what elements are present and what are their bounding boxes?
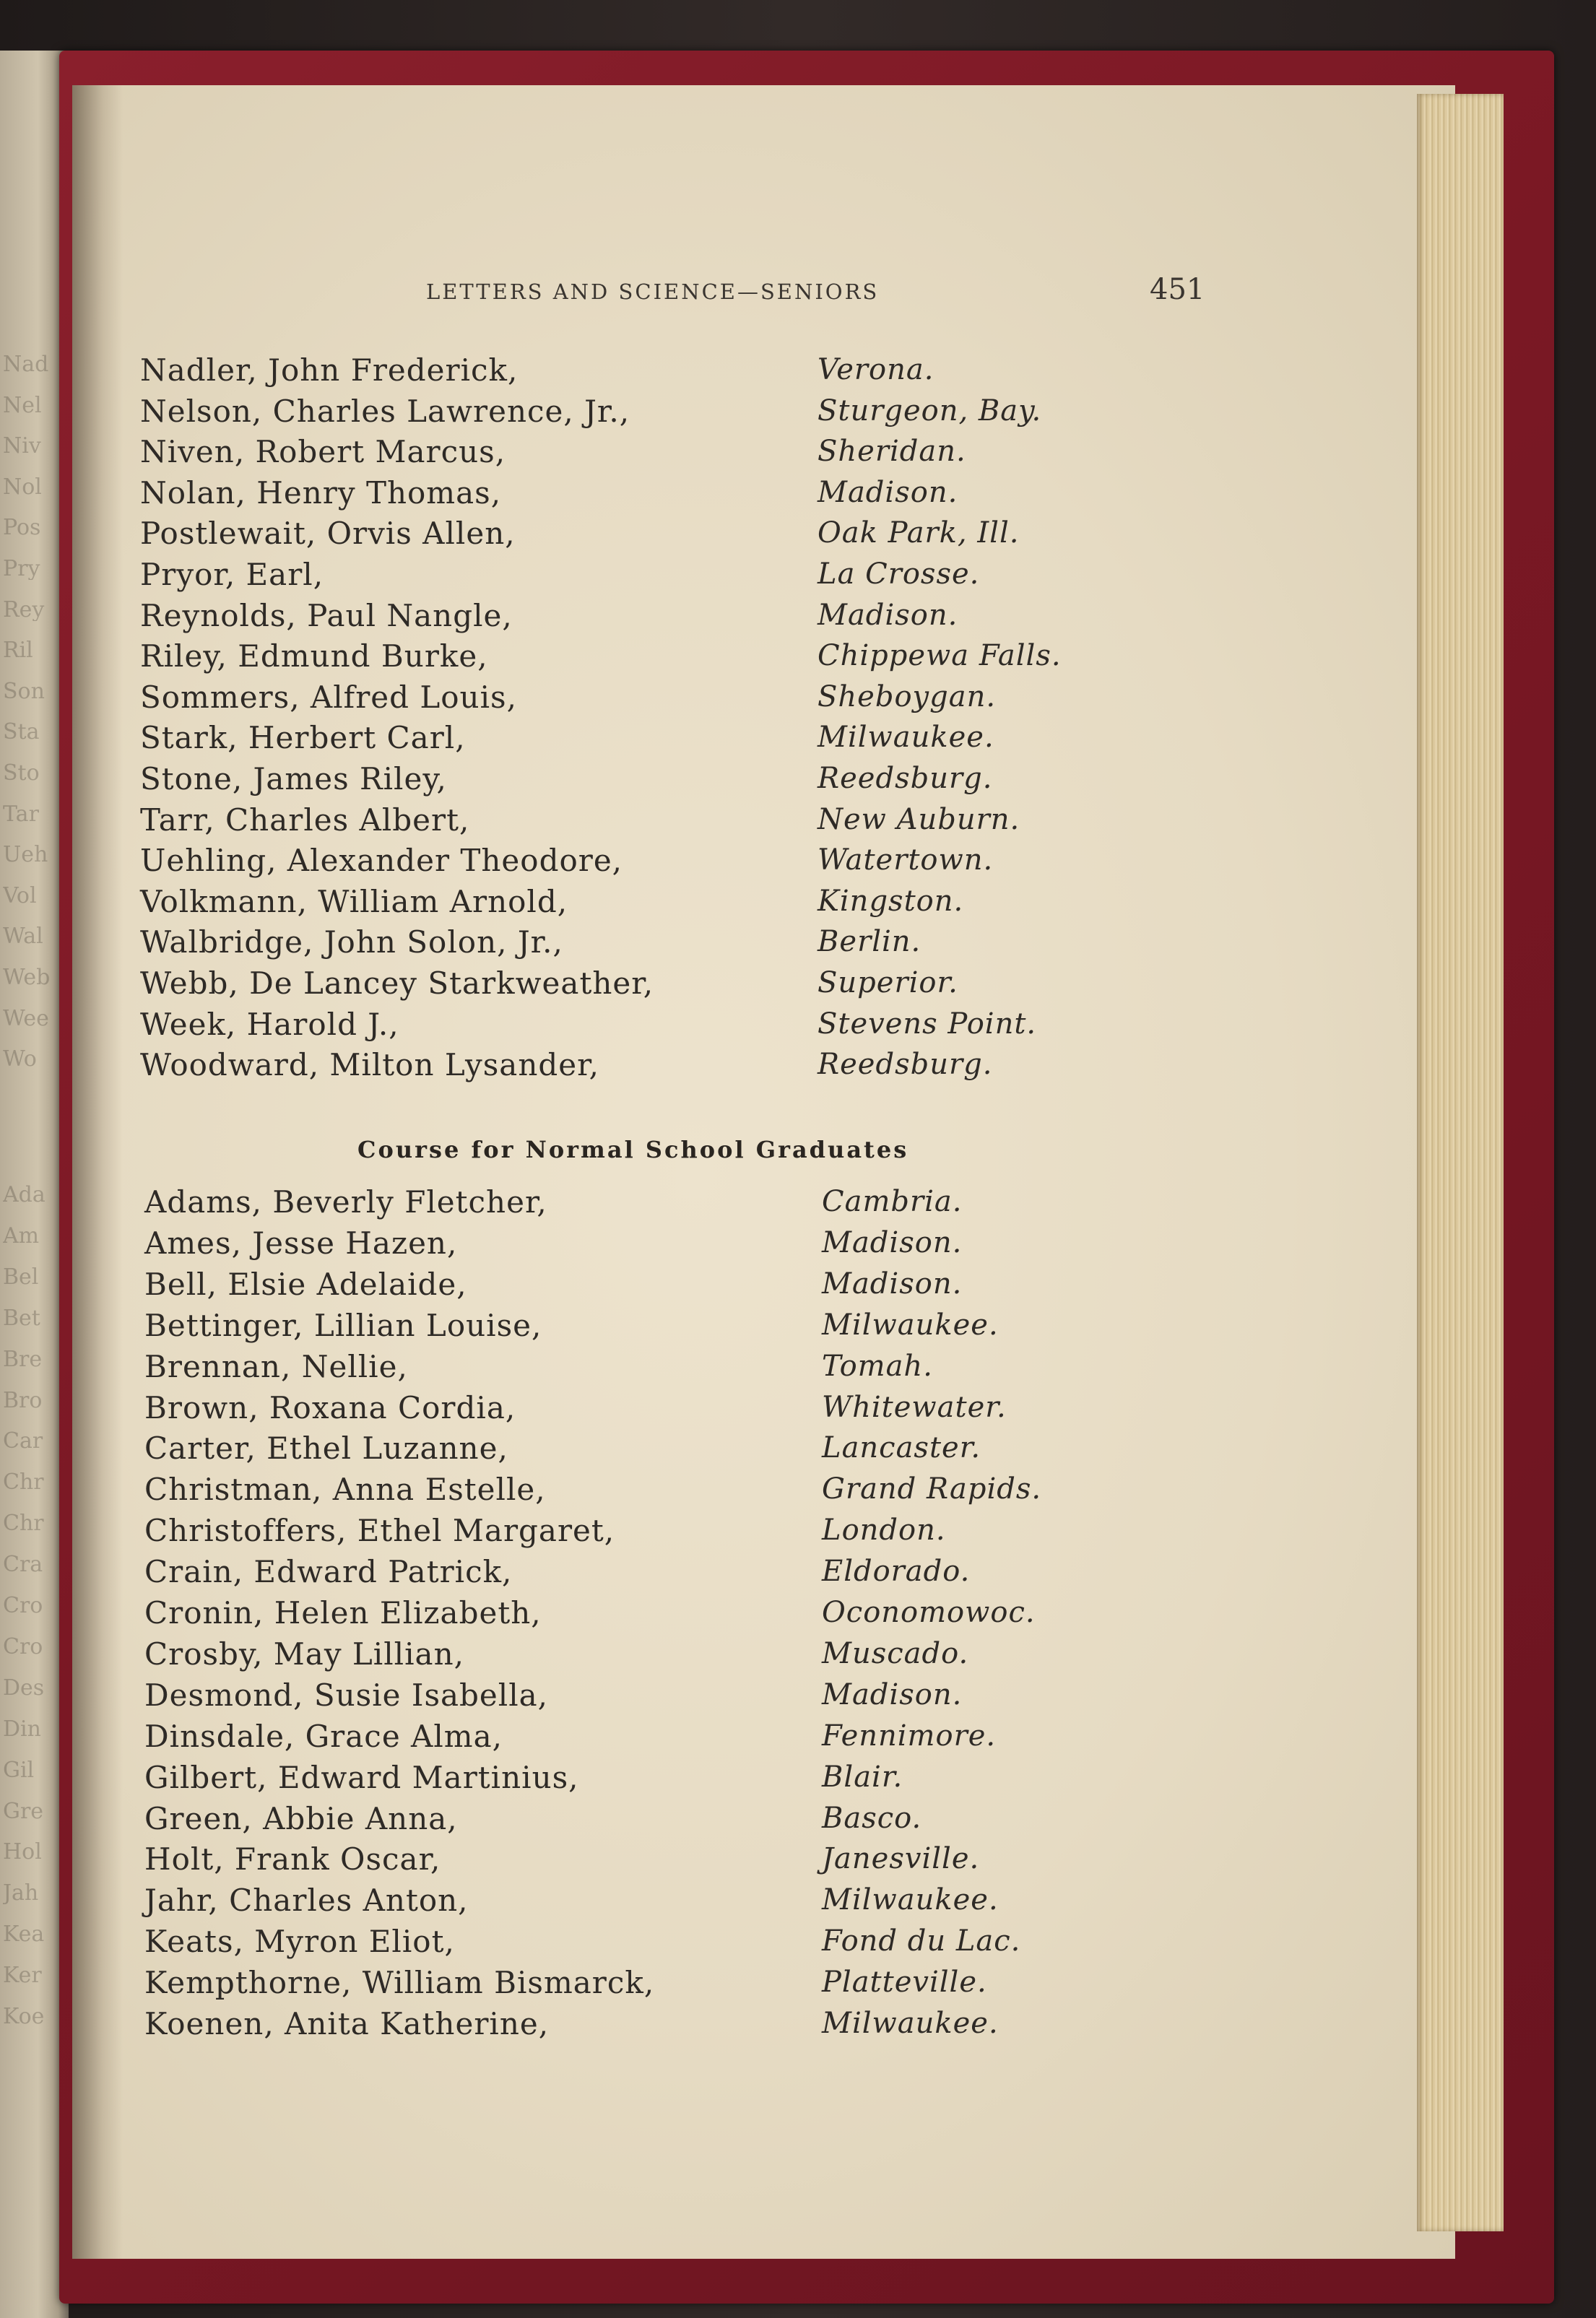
facing-page-fragment: Chr (3, 1472, 44, 1494)
facing-page-fragment: Nol (3, 476, 42, 498)
facing-page-fragment: Des (3, 1677, 45, 1699)
entry-place: Muscado. (822, 1636, 969, 1670)
facing-page-fragment: Pry (3, 558, 40, 580)
entry-place: Milwaukee. (822, 1308, 999, 1342)
entry-place: Oconomowoc. (822, 1596, 1036, 1629)
entry-place: Milwaukee. (817, 721, 994, 755)
entry-name: Nadler, John Frederick, (140, 352, 519, 388)
facing-page-fragment: Cro (3, 1595, 43, 1617)
facing-page-fragment: Ada (3, 1184, 45, 1206)
entry-name: Carter, Ethel Luzanne, (144, 1431, 508, 1467)
facing-page-fragment: Bro (3, 1389, 43, 1412)
facing-page-fragment: Jah (3, 1883, 39, 1905)
entry-name: Niven, Robert Marcus, (140, 434, 506, 470)
entry-name: Crosby, May Lillian, (144, 1636, 464, 1672)
entry-place: Madison. (822, 1225, 963, 1259)
entry-name: Reynolds, Paul Nangle, (140, 597, 513, 633)
facing-page-fragment: Tar (3, 803, 39, 825)
entry-name: Keats, Myron Eliot, (144, 1924, 455, 1960)
entry-name: Stark, Herbert Carl, (140, 720, 466, 756)
facing-page-fragment: Wo (3, 1049, 37, 1071)
facing-page-fragment: Son (3, 680, 45, 703)
entry-place: Berlin. (817, 925, 921, 959)
facing-page-fragment: Bel (3, 1266, 39, 1288)
entry-place: New Auburn. (817, 802, 1020, 836)
entry-name: Postlewait, Orvis Allen, (140, 516, 516, 552)
facing-page-fragment: Gre (3, 1800, 44, 1823)
facing-page-fragment: Wee (3, 1007, 49, 1030)
facing-page-fragment: Chr (3, 1513, 44, 1535)
entry-name: Walbridge, John Solon, Jr., (140, 924, 563, 960)
facing-page-edge (0, 51, 69, 2318)
entry-name: Volkmann, William Arnold, (140, 883, 568, 919)
entry-name: Brennan, Nellie, (144, 1348, 408, 1384)
facing-page-fragment: Ker (3, 1965, 42, 1987)
entry-name: Bettinger, Lillian Louise, (144, 1307, 542, 1343)
page-edges (1417, 94, 1504, 2231)
entry-name: Kempthorne, William Bismarck, (144, 1965, 655, 2001)
facing-page-fragment: Ueh (3, 844, 48, 867)
entry-name: Desmond, Susie Isabella, (144, 1677, 549, 1713)
entry-place: Milwaukee. (822, 2007, 999, 2040)
entry-place: Tomah. (822, 1349, 933, 1383)
entry-place: Fond du Lac. (822, 1924, 1021, 1958)
page-number: 451 (1150, 273, 1205, 306)
facing-page-fragment: Nel (3, 394, 42, 417)
entry-place: Fennimore. (822, 1719, 997, 1753)
facing-page-fragment: Web (3, 967, 51, 989)
entry-place: Basco. (822, 1801, 922, 1835)
entry-name: Sommers, Alfred Louis, (140, 679, 517, 715)
facing-page-fragment: Sta (3, 721, 40, 744)
facing-page-fragment: Gil (3, 1759, 35, 1781)
facing-page-fragment: Koe (3, 2006, 45, 2028)
entry-place: Oak Park, Ill. (817, 516, 1020, 550)
entry-place: Sheboygan. (817, 680, 997, 713)
section-title: Course for Normal School Graduates (357, 1136, 909, 1163)
facing-page-fragment: Bet (3, 1307, 40, 1329)
entry-place: London. (822, 1514, 946, 1547)
entry-place: Lancaster. (822, 1431, 981, 1465)
entry-place: Chippewa Falls. (817, 639, 1062, 673)
entry-name: Holt, Frank Oscar, (144, 1841, 441, 1878)
entry-place: Superior. (817, 966, 958, 999)
facing-page-fragment: Car (3, 1431, 43, 1453)
entry-place: Madison. (817, 475, 958, 509)
entry-place: Kingston. (817, 884, 964, 918)
entry-name: Cronin, Helen Elizabeth, (144, 1595, 542, 1631)
entry-place: Watertown. (817, 843, 994, 877)
entry-name: Adams, Beverly Fletcher, (144, 1184, 547, 1220)
facing-page-fragment: Vol (3, 885, 37, 907)
entry-name: Woodward, Milton Lysander, (140, 1047, 599, 1083)
entry-name: Christoffers, Ethel Margaret, (144, 1513, 615, 1549)
entry-place: Milwaukee. (822, 1883, 999, 1917)
entry-name: Pryor, Earl, (140, 557, 324, 592)
facing-page-fragment: Wal (3, 926, 43, 948)
entry-place: Janesville. (822, 1842, 980, 1876)
entry-name: Christman, Anna Estelle, (144, 1472, 546, 1508)
entry-name: Tarr, Charles Albert, (140, 802, 470, 838)
entry-name: Crain, Edward Patrick, (144, 1554, 513, 1590)
entry-name: Webb, De Lancey Starkweather, (140, 965, 654, 1001)
entry-place: Cambria. (822, 1185, 963, 1218)
entry-place: Madison. (822, 1267, 963, 1301)
facing-page-fragment: Am (3, 1225, 40, 1247)
entry-place: Eldorado. (822, 1555, 971, 1589)
entry-place: Whitewater. (822, 1390, 1007, 1424)
facing-page-fragment: Bre (3, 1348, 43, 1371)
gutter-shadow (72, 85, 123, 2259)
running-head: LETTERS AND SCIENCE—SENIORS (426, 279, 880, 304)
entry-name: Koenen, Anita Katherine, (144, 2006, 550, 2041)
entry-name: Riley, Edmund Burke, (140, 638, 488, 674)
entry-name: Brown, Roxana Cordia, (144, 1389, 516, 1425)
entry-place: Verona. (817, 353, 934, 386)
facing-page-fragment: Niv (3, 435, 41, 458)
facing-page-fragment: Cra (3, 1554, 43, 1576)
entry-place: Sturgeon, Bay. (817, 394, 1042, 427)
entry-name: Nolan, Henry Thomas, (140, 474, 502, 511)
facing-page-fragment: Din (3, 1718, 41, 1740)
entry-place: Reedsburg. (817, 762, 993, 795)
entry-place: Platteville. (822, 1966, 987, 2000)
facing-page-fragment: Pos (3, 517, 41, 539)
facing-page-fragment: Hol (3, 1841, 42, 1864)
entry-name: Nelson, Charles Lawrence, Jr., (140, 393, 630, 429)
entry-name: Stone, James Riley, (140, 761, 447, 796)
entry-place: Madison. (822, 1677, 963, 1711)
facing-page-fragment: Ril (3, 640, 33, 662)
entry-place: La Crosse. (817, 557, 980, 591)
entry-place: Grand Rapids. (822, 1472, 1042, 1506)
entry-place: Reedsburg. (817, 1048, 993, 1082)
facing-page-fragment: Sto (3, 763, 40, 784)
facing-page-fragment: Nad (3, 354, 49, 376)
facing-page-fragment: Kea (3, 1924, 45, 1946)
entry-place: Blair. (822, 1760, 903, 1794)
entry-name: Uehling, Alexander Theodore, (140, 843, 623, 879)
facing-page-fragment: Cro (3, 1636, 43, 1658)
entry-name: Jahr, Charles Anton, (144, 1883, 469, 1919)
entry-name: Gilbert, Edward Martinius, (144, 1759, 579, 1795)
entry-name: Week, Harold J., (140, 1006, 399, 1042)
entry-place: Stevens Point. (817, 1007, 1037, 1041)
facing-page-fragment: Rey (3, 599, 45, 621)
entry-place: Sheridan. (817, 435, 966, 469)
entry-name: Dinsdale, Grace Alma, (144, 1718, 503, 1754)
entry-name: Green, Abbie Anna, (144, 1800, 458, 1836)
entry-name: Ames, Jesse Hazen, (144, 1225, 458, 1261)
entry-name: Bell, Elsie Adelaide, (144, 1266, 467, 1302)
entry-place: Madison. (817, 598, 958, 632)
